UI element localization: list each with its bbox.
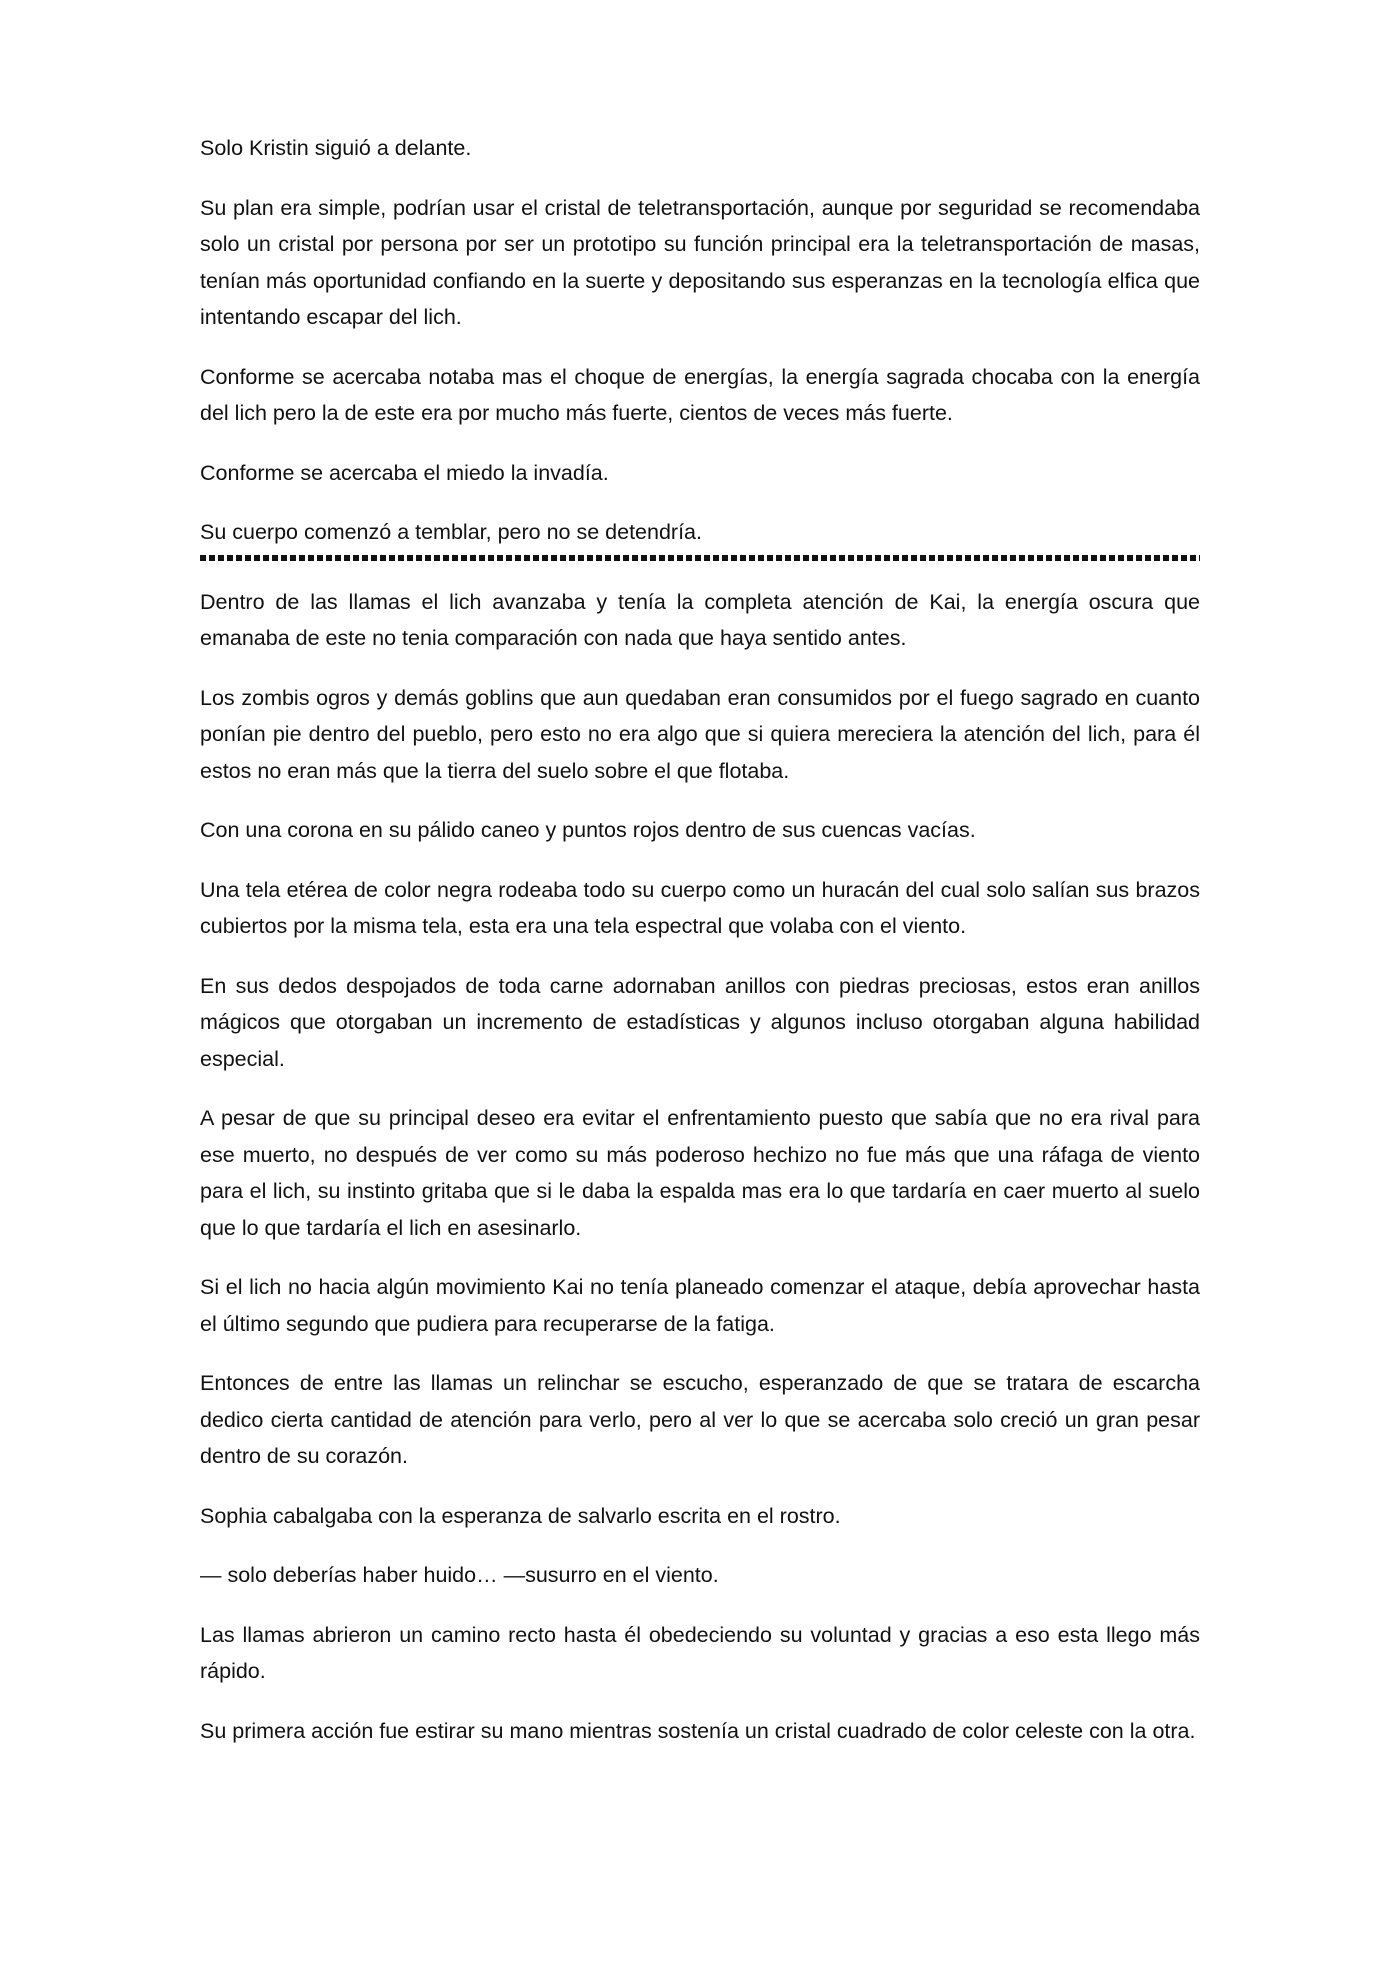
paragraph: Su cuerpo comenzó a temblar, pero no se detendría.	[200, 520, 702, 544]
paragraph: Su primera acción fue estirar su mano mientras sostenía un cristal cuadrado de color celeste con la otra.	[200, 1718, 1196, 1743]
paragraph: Dentro de las llamas el lich avanzaba y tenía la completa atención de Kai, la energía oscura que emanaba de este no tenia comparación con nada que haya sentido antes.	[200, 589, 1200, 650]
paragraph: Su plan era simple, podrían usar el cristal de teletransportación, aunque por seguridad se recomendaba solo un cristal por persona por ser un prototipo su función principal era la teletransportación de masas, tenían más oportunidad confiando en la suerte y depositando sus esperanzas en la tecnología elfica que intentando escapar del lich.	[200, 195, 1200, 329]
paragraph: Conforme se acercaba notaba mas el choque de energías, la energía sagrada chocaba con la energía del lich pero la de este era por mucho más fuerte, cientos de veces más fuerte.	[200, 364, 1200, 425]
document-body	[200, 130, 1200, 1772]
paragraph: En sus dedos despojados de toda carne adornaban anillos con piedras preciosas, estos eran anillos mágicos que otorgaban un incremento de estadísticas y algunos incluso otorgaban alguna habilidad especial.	[200, 973, 1200, 1071]
paragraph: Si el lich no hacia algún movimiento Kai no tenía planeado comenzar el ataque, debía aprovechar hasta el último segundo que pudiera para recuperarse de la fatiga.	[200, 1275, 1200, 1336]
paragraph: A pesar de que su principal deseo era evitar el enfrentamiento puesto que sabía que no era rival para ese muerto, no después de ver como su más poderoso hechizo no fue más que una ráfaga de viento para el lich, su instinto gritaba que si le daba la espalda mas era lo que tardaría en caer muerto al suelo que lo que tardaría el lich en asesinarlo.	[200, 1106, 1200, 1240]
paragraph: — solo deberías haber huido… —susurro en el viento.	[200, 1563, 719, 1587]
paragraph: Con una corona en su pálido caneo y puntos rojos dentro de sus cuencas vacías.	[200, 818, 976, 842]
paragraph: Solo Kristin siguió a delante.	[200, 136, 472, 160]
paragraph: Una tela etérea de color negra rodeaba todo su cuerpo como un huracán del cual solo salían sus brazos cubiertos por la misma tela, esta era una tela espectral que volaba con el viento.	[200, 877, 1200, 938]
section-separator	[200, 555, 1200, 561]
paragraph: Conforme se acercaba el miedo la invadía.	[200, 460, 609, 485]
paragraph: Las llamas abrieron un camino recto hasta él obedeciendo su voluntad y gracias a eso esta llego más rápido.	[200, 1622, 1200, 1683]
paragraph: Entonces de entre las llamas un relinchar se escucho, esperanzado de que se tratara de escarcha dedico cierta cantidad de atención para verlo, pero al ver lo que se acercaba solo creció un gran pesar dentro de su corazón.	[200, 1371, 1200, 1468]
paragraph: Los zombis ogros y demás goblins que aun quedaban eran consumidos por el fuego sagrado en cuanto ponían pie dentro del pueblo, pero esto no era algo que si quiera mereciera la atención del lich, para él estos no eran más que la tierra del suelo sobre el que flotaba.	[200, 685, 1200, 783]
paragraph: Sophia cabalgaba con la esperanza de salvarlo escrita en el rostro.	[200, 1503, 841, 1528]
